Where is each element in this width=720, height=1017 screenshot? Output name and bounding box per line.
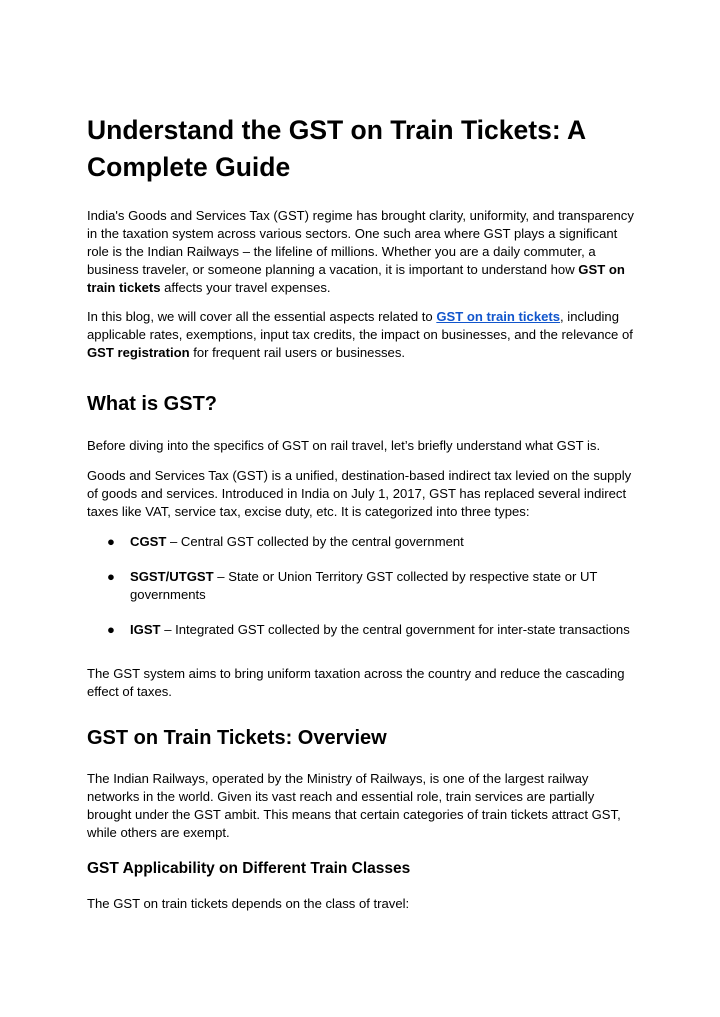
list-item-term: IGST [130, 622, 161, 637]
list-item-sgst [87, 568, 637, 604]
list-item-desc: – State or Union Territory GST collected by respective state or UT governments [130, 569, 598, 602]
list-item-desc: – Integrated GST collected by the central government for inter-state transactions [160, 622, 630, 637]
subheading-train-classes: GST Applicability on Different Train Classes [87, 860, 411, 877]
intro-paragraph-2 [87, 308, 637, 362]
list-item-term: SGST/UTGST [130, 569, 214, 584]
document-page [87, 112, 637, 913]
intro-p2-bold: GST registration [87, 345, 190, 360]
intro-p2-mid: , including applicable rates, exemptions, input tax credits, the impact on businesses, and the relevance of [87, 309, 633, 342]
what-gst-paragraph-1: Before diving into the specifics of GST on rail travel, let’s briefly understand what GST is. [87, 438, 601, 453]
intro-p1-end: affects your travel expenses. [160, 280, 331, 295]
overview-paragraph-2: The GST on train tickets depends on the class of travel: [87, 896, 410, 911]
section-heading-what-is-gst: What is GST? [87, 393, 217, 415]
list-item-term: CGST [130, 534, 167, 549]
bullet-icon: ● [107, 622, 115, 637]
what-gst-paragraph-3: The GST system aims to bring uniform taxation across the country and reduce the cascading effect of taxes. [87, 666, 625, 699]
page-title: Understand the GST on Train Tickets: A Complete Guide [87, 115, 586, 182]
list-item-desc: – Central GST collected by the central government [166, 534, 464, 549]
bullet-icon: ● [107, 569, 115, 584]
list-item-cgst [87, 533, 637, 551]
section-heading-overview: GST on Train Tickets: Overview [87, 727, 387, 749]
intro-paragraph-1 [87, 207, 637, 297]
list-item-igst [87, 621, 637, 639]
intro-p1-bold: GST on train tickets [87, 262, 625, 295]
intro-p1-text: India's Goods and Services Tax (GST) regime has brought clarity, uniformity, and transparency in the taxation system across various sectors. One such area where GST plays a significant role is the Indian Railways – the lifeline of millions. Whether you are a daily commuter, a business traveler, or someone planning a vacation, it is important to understand how [87, 208, 634, 277]
overview-paragraph-1: The Indian Railways, operated by the Ministry of Railways, is one of the largest railway networks in the world. Given its vast reach and essential role, train services are partially brought under the GST ambit. This means that certain categories of train tickets attract GST, while others are exempt. [87, 771, 621, 840]
intro-p2-end: for frequent rail users or businesses. [189, 345, 406, 360]
what-gst-paragraph-2: Goods and Services Tax (GST) is a unified, destination-based indirect tax levied on the supply of goods and services. Introduced in India on July 1, 2017, GST has replaced several indirect taxes like VAT, service tax, excise duty, etc. It is categorized into three types: [87, 468, 632, 519]
gst-types-list [87, 533, 637, 639]
gst-on-train-tickets-link[interactable]: GST on train tickets [436, 309, 561, 324]
bullet-icon: ● [107, 534, 115, 549]
intro-p2-start: In this blog, we will cover all the essential aspects related to [87, 309, 437, 324]
